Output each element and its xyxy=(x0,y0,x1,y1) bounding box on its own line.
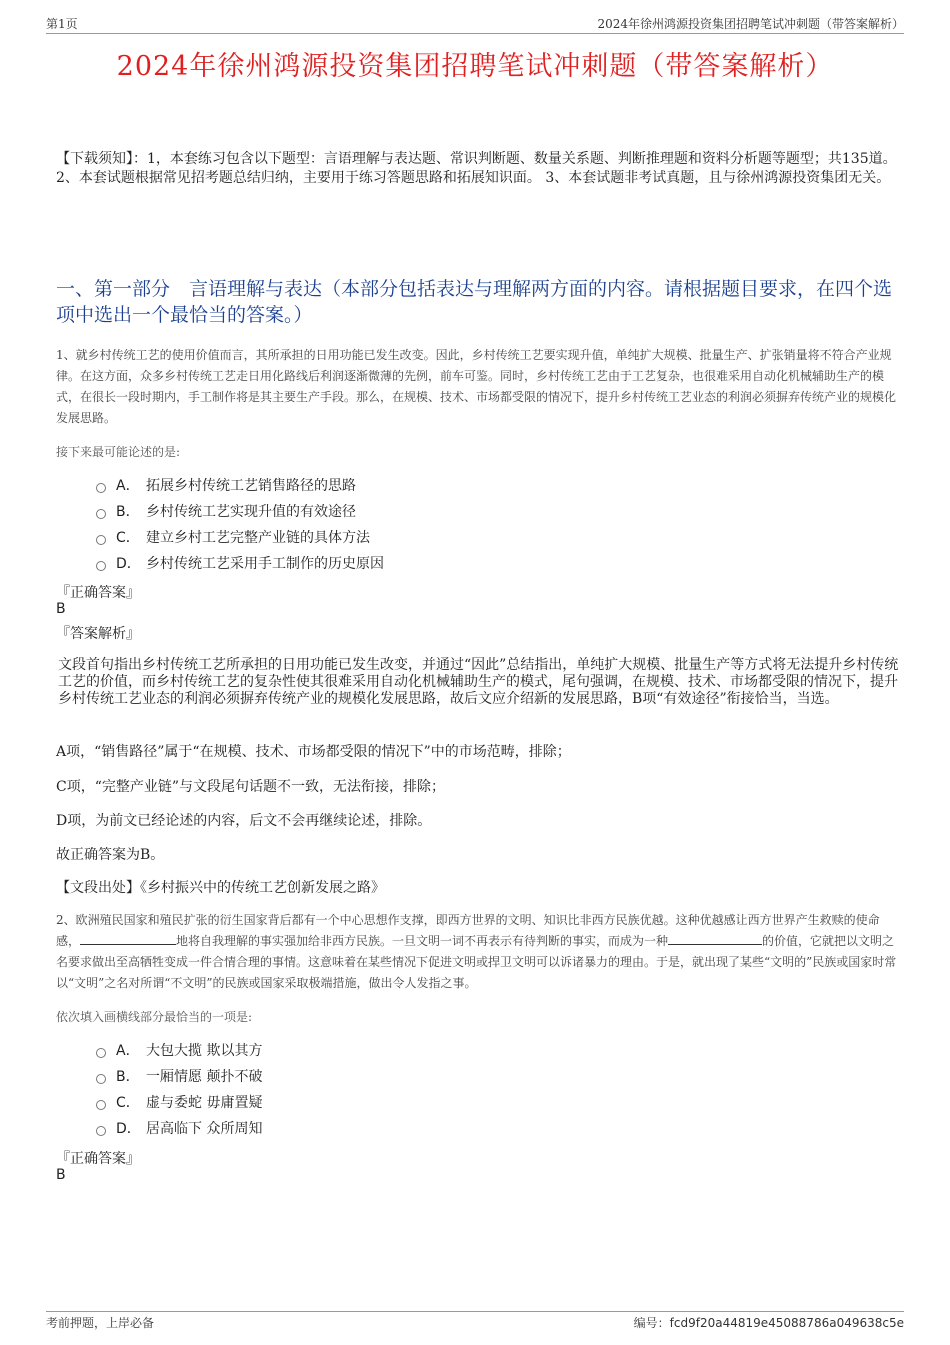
question-1-analysis: 文段首句指出乡村传统工艺所承担的日用功能已发生改变，并通过“因此”总结指出，单纯扩大规模、批量生产等方式将无法提升乡村传统工艺的价值，而乡村传统工艺的复杂性使其很难采用自动化机械辅助生产的模式，尾句强调，在规模、技术、市场都受限的情况下，提升乡村传统工艺业态的利润必须摒弃传统产业的规模化发展思路，故后文应介绍新的发展思路，B项“有效途径”衔接恰当，当选。 xyxy=(58,657,899,707)
question-1-option-b[interactable]: B． 乡村传统工艺实现升值的有效途径 xyxy=(96,502,356,522)
question-1-analysis-a: A项，“销售路径”属于“在规模、技术、市场都受限的情况下”中的市场范畴，排除； xyxy=(56,744,571,760)
question-1-source: 【文段出处】《乡村振兴中的传统工艺创新发展之路》 xyxy=(56,880,385,896)
question-2-text: 2、欧洲殖民国家和殖民扩张的衍生国家背后都有一个中心思想作支撑，即西方世界的文明、知识比非西方民族优越。这种优越感让西方世界产生救赎的使命感， 地将自我理解的事实强加给非西方民族。一旦文明一词不再表示有待判断的事实，而成为一种 的价值，它就把以文明之名要求做出至高牺牲变成一件合情合理的事情。这意味着在某些情况下促进文明或捍卫文明可以诉诸暴力的理由。于是，就出现了某些“文明的”民族或国家时常以“文明”之名对所谓“不文明”的民族或国家采取极端措施，做出令人发指之事。 xyxy=(56,913,897,990)
section-heading: 一、第一部分 言语理解与表达（本部分包括表达与理解两方面的内容。请根据题目要求，在四个选项中选出一个最恰当的答案。） xyxy=(56,278,893,326)
question-2-answer: B xyxy=(56,1167,66,1183)
question-1-answer-label: 『正确答案』 xyxy=(56,585,140,601)
question-1-option-a[interactable]: A． 拓展乡村传统工艺销售路径的思路 xyxy=(96,476,356,496)
radio-icon[interactable] xyxy=(96,535,106,545)
question-1-answer: B xyxy=(56,601,66,617)
radio-icon[interactable] xyxy=(96,1048,106,1058)
radio-icon[interactable] xyxy=(96,1100,106,1110)
question-1-prompt: 接下来最可能论述的是: xyxy=(56,445,181,459)
radio-icon[interactable] xyxy=(96,561,106,571)
footer-divider xyxy=(46,1311,904,1312)
question-2-answer-label: 『正确答案』 xyxy=(56,1151,140,1167)
question-1-option-c[interactable]: C． 建立乡村工艺完整产业链的具体方法 xyxy=(96,528,370,548)
page-number: 第1页 xyxy=(46,17,78,31)
download-notice: 【下载须知】：1，本套练习包含以下题型：言语理解与表达题、常识判断题、数量关系题、判断推理题和资料分析题等题型；共135道。 2、本套试题根据常见招考题总结归纳，主要用于练习答题思路和拓展知识面。 3、本套试题非考试真题，且与徐州鸿源投资集团无关。 xyxy=(56,151,897,186)
question-1-analysis-d: D项，为前文已经论述的内容，后文不会再继续论述，排除。 xyxy=(56,813,432,829)
radio-icon[interactable] xyxy=(96,509,106,519)
blank-2 xyxy=(668,931,762,945)
radio-icon[interactable] xyxy=(96,1074,106,1084)
question-1-analysis-label: 『答案解析』 xyxy=(56,626,140,642)
question-1-conclusion: 故正确答案为B。 xyxy=(56,847,165,863)
footer-code: 编号：fcd9f20a44819e45088786a049638c5e xyxy=(633,1316,904,1330)
question-2-option-a[interactable]: A． 大包大揽 欺以其方 xyxy=(96,1041,262,1061)
question-2-option-c[interactable]: C． 虚与委蛇 毋庸置疑 xyxy=(96,1093,262,1113)
header-doc-title: 2024年徐州鸿源投资集团招聘笔试冲刺题（带答案解析） xyxy=(597,17,904,31)
question-1-option-d[interactable]: D． 乡村传统工艺采用手工制作的历史原因 xyxy=(96,554,384,574)
question-2-prompt: 依次填入画横线部分最恰当的一项是: xyxy=(56,1010,253,1024)
radio-icon[interactable] xyxy=(96,1126,106,1136)
blank-1 xyxy=(80,931,176,945)
question-1-text: 1、就乡村传统工艺的使用价值而言，其所承担的日用功能已发生改变。因此，乡村传统工艺要实现升值，单纯扩大规模、批量生产、扩张销量将不符合产业规律。在这方面，众多乡村传统工艺走日用化路线后利润逐渐微薄的先例，前车可鉴。同时，乡村传统工艺由于工艺复杂，也很难采用自动化机械辅助生产的模式，在很长一段时期内，手工制作将是其主要生产手段。那么，在规模、技术、市场都受限的情况下，提升乡村传统工艺业态的利润必须摒弃传统产业的规模化发展思路。 xyxy=(56,348,897,425)
page-title: 2024年徐州鸿源投资集团招聘笔试冲刺题（带答案解析） xyxy=(116,51,834,82)
header-divider xyxy=(46,33,904,34)
footer-slogan: 考前押题，上岸必备 xyxy=(46,1316,155,1330)
question-1-analysis-c: C项，“完整产业链”与文段尾句话题不一致，无法衔接，排除； xyxy=(56,779,446,795)
radio-icon[interactable] xyxy=(96,483,106,493)
question-2-option-b[interactable]: B． 一厢情愿 颠扑不破 xyxy=(96,1067,262,1087)
question-2-option-d[interactable]: D． 居高临下 众所周知 xyxy=(96,1119,262,1139)
